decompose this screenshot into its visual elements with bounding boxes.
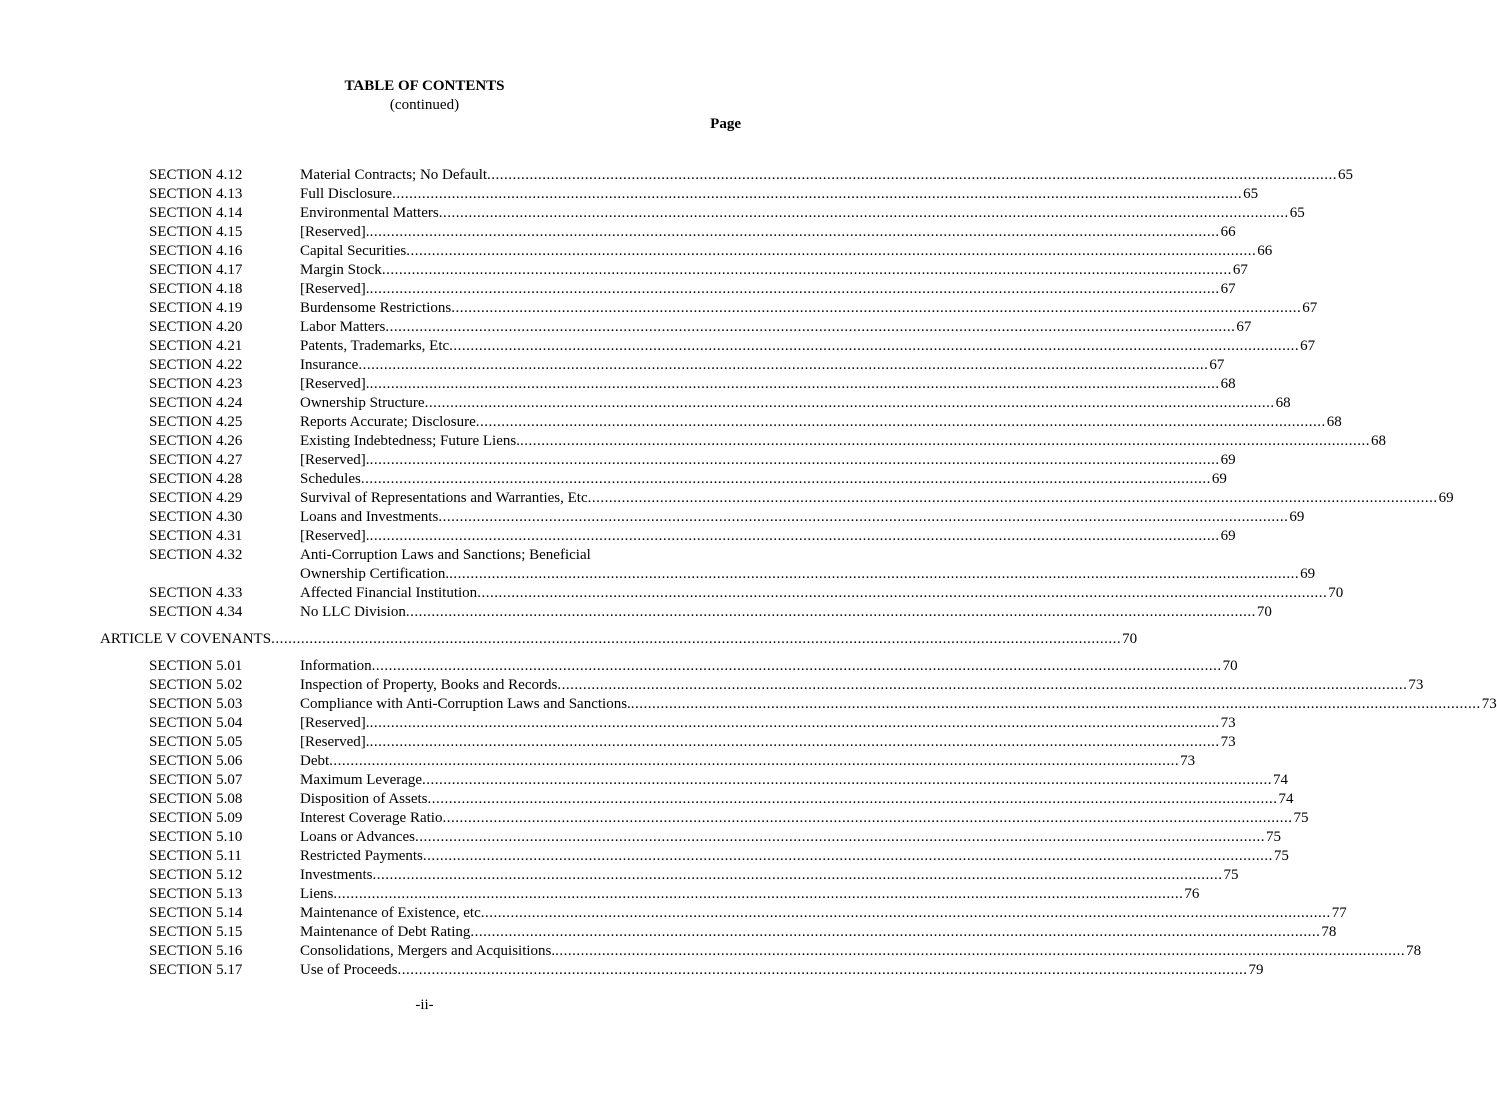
toc-section-number: SECTION 4.13 (149, 186, 243, 202)
toc-leader-line (300, 657, 1238, 676)
toc-row (0, 432, 1386, 451)
toc-dot-leader: ........................................................................................................................................................................................................ (360, 471, 1211, 487)
toc-entry-title: Schedules (300, 471, 361, 487)
toc-dot-leader: ........................................................................................................................................................................................................ (392, 186, 1243, 202)
toc-entry-page: 65 (1338, 167, 1354, 183)
toc-section-number: SECTION 4.24 (149, 395, 243, 411)
toc-row (0, 752, 1196, 771)
toc-section-number: SECTION 5.06 (149, 753, 243, 769)
toc-leader-line (300, 280, 1236, 299)
toc-leader-line (300, 828, 1281, 847)
toc-leader-line (300, 603, 1272, 622)
toc-entry-page: 67 (1302, 300, 1318, 316)
toc-dot-leader: ........................................................................................................................................................................................................ (487, 167, 1338, 183)
toc-section-number: SECTION 5.13 (149, 886, 243, 902)
toc-entry-page: 69 (1438, 490, 1454, 506)
toc-dot-leader: ........................................................................................................................................................................................................ (557, 677, 1408, 693)
toc-section-number: SECTION 5.11 (149, 848, 242, 864)
toc-entry-title: Restricted Payments (300, 848, 423, 864)
toc-section-number: SECTION 4.26 (149, 433, 243, 449)
toc-row (0, 809, 1309, 828)
toc-entry-title: [Reserved]. (300, 281, 370, 297)
toc-entry-page: 75 (1265, 829, 1281, 845)
toc-entry-title: ARTICLE V COVENANTS (100, 631, 272, 647)
toc-row (0, 942, 1422, 961)
toc-entry-page: 69 (1220, 528, 1236, 544)
toc-entry-title: Maximum Leverage (300, 772, 423, 788)
toc-entry-title: Full Disclosure (300, 186, 393, 202)
toc-entry-page: 70 (1122, 631, 1138, 647)
toc-row (0, 185, 1259, 204)
toc-leader-line (300, 771, 1289, 790)
toc-row (0, 223, 1236, 242)
toc-dot-leader: ........................................................................................................................................................................................................ (381, 262, 1232, 278)
toc-leader-line (300, 752, 1196, 771)
toc-dot-leader: ........................................................................................................................................................................................................ (385, 319, 1236, 335)
toc-row (0, 413, 1342, 432)
toc-section-number: SECTION 5.16 (149, 943, 243, 959)
toc-section-number: SECTION 4.25 (149, 414, 243, 430)
toc-leader-line (300, 185, 1259, 204)
toc-leader-line (300, 261, 1248, 280)
toc-entry-title: [Reserved]. (300, 376, 370, 392)
toc-row (0, 790, 1294, 809)
toc-section-number: SECTION 5.03 (149, 696, 243, 712)
toc-dot-leader: ........................................................................................................................................................................................................ (477, 585, 1328, 601)
toc-entry-page: 65 (1243, 186, 1259, 202)
toc-section-number: SECTION 5.14 (149, 905, 243, 921)
toc-row (0, 603, 1272, 622)
toc-section-number: SECTION 4.19 (149, 300, 243, 316)
toc-entry-title: Insurance (300, 357, 359, 373)
toc-dot-leader: ........................................................................................................................................................................................................ (406, 243, 1257, 259)
toc-section-number: SECTION 5.15 (149, 924, 243, 940)
toc-entry-page: 69 (1220, 452, 1236, 468)
toc-entry-title: Capital Securities (300, 243, 407, 259)
toc-entry-page: 78 (1406, 943, 1422, 959)
toc-dot-leader: ........................................................................................................................................................................................................ (424, 395, 1275, 411)
toc-entry-title: Loans or Advances (300, 829, 415, 845)
toc-article-row (0, 630, 1138, 649)
toc-section-number: SECTION 4.16 (149, 243, 243, 259)
toc-leader-line (300, 733, 1236, 752)
toc-entry-title: Inspection of Property, Books and Records (300, 677, 558, 693)
toc-section-number: SECTION 5.12 (149, 867, 243, 883)
toc-entry-page: 74 (1273, 772, 1289, 788)
toc-entry-title: Disposition of Assets (300, 791, 428, 807)
toc-section-number: SECTION 5.09 (149, 810, 243, 826)
toc-dot-leader: ........................................................................................................................................................................................................ (480, 905, 1331, 921)
toc-leader-line (300, 337, 1316, 356)
toc-entry-page: 67 (1209, 357, 1225, 373)
toc-row-continued (0, 565, 1316, 584)
toc-entry-title: Labor Matters (300, 319, 386, 335)
toc-leader-line (300, 318, 1252, 337)
toc-section-number: SECTION 5.17 (149, 962, 243, 978)
toc-dot-leader: ........................................................................................................................................................................................................ (449, 338, 1300, 354)
toc-dot-leader: ........................................................................................................................................................................................................ (271, 631, 1122, 647)
toc-entry-page: 68 (1220, 376, 1236, 392)
toc-leader-line (100, 630, 1138, 649)
toc-row (0, 866, 1239, 885)
toc-entry-title: Survival of Representations and Warranties, Etc (300, 490, 588, 506)
toc-leader-line (300, 847, 1289, 866)
toc-entry-title: Affected Financial Institution (300, 585, 478, 601)
toc-section-number: SECTION 4.21 (149, 338, 243, 354)
toc-leader-line (300, 413, 1342, 432)
toc-entry-title: [Reserved]. (300, 715, 370, 731)
toc-dot-leader: ........................................................................................................................................................................................................ (369, 734, 1220, 750)
toc-entry-title: Patents, Trademarks, Etc (300, 338, 450, 354)
toc-section-number: SECTION 5.10 (149, 829, 243, 845)
toc-section-number: SECTION 4.22 (149, 357, 243, 373)
toc-entry-page: 75 (1223, 867, 1239, 883)
toc-dot-leader: ........................................................................................................................................................................................................ (414, 829, 1265, 845)
toc-entry-title: Burdensome Restrictions (300, 300, 452, 316)
toc-entry-title: Information (300, 658, 372, 674)
toc-section-number: SECTION 5.02 (149, 677, 243, 693)
toc-section-number: SECTION 5.01 (149, 658, 243, 674)
toc-leader-line (300, 508, 1305, 527)
toc-row (0, 318, 1252, 337)
toc-leader-line (300, 451, 1236, 470)
toc-leader-line (300, 790, 1294, 809)
toc-leader-line (300, 923, 1337, 942)
toc-dot-leader: ........................................................................................................................................................................................................ (475, 414, 1326, 430)
toc-section-number: SECTION 5.07 (149, 772, 243, 788)
toc-row (0, 828, 1281, 847)
toc-leader-line (300, 904, 1347, 923)
toc-entry-page: 75 (1293, 810, 1309, 826)
toc-dot-leader: ........................................................................................................................................................................................................ (369, 452, 1220, 468)
toc-section-number: SECTION 4.15 (149, 224, 243, 240)
toc-entry-title: [Reserved]. (300, 734, 370, 750)
toc-entry-title: Interest Coverage Ratio (300, 810, 443, 826)
toc-dot-leader: ........................................................................................................................................................................................................ (372, 867, 1223, 883)
toc-section-number: SECTION 4.29 (149, 490, 243, 506)
toc-row (0, 546, 849, 565)
toc-dot-leader: ........................................................................................................................................................................................................ (555, 943, 1406, 959)
toc-dot-leader: ........................................................................................................................................................................................................ (397, 962, 1248, 978)
toc-dot-leader: ........................................................................................................................................................................................................ (369, 528, 1220, 544)
toc-row (0, 375, 1236, 394)
toc-entry-title: Maintenance of Debt Rating (300, 924, 471, 940)
toc-leader-line (300, 527, 1236, 546)
toc-entry-page: 76 (1184, 886, 1200, 902)
toc-row (0, 885, 1200, 904)
toc-dot-leader: ........................................................................................................................................................................................................ (519, 433, 1370, 449)
toc-row (0, 337, 1316, 356)
toc-entry-page: 69 (1300, 566, 1316, 582)
toc-row (0, 489, 1454, 508)
toc-entry-title: Maintenance of Existence, etc (300, 905, 481, 921)
toc-entry-title: Ownership Structure (300, 395, 425, 411)
toc-leader-line (300, 961, 1264, 980)
toc-section-number: SECTION 4.23 (149, 376, 243, 392)
toc-entry-page: 77 (1331, 905, 1347, 921)
toc-leader-line (300, 489, 1454, 508)
toc-entry-page: 73 (1481, 696, 1497, 712)
toc-dot-leader: ........................................................................................................................................................................................................ (333, 886, 1184, 902)
toc-entry-title: Ownership Certification. (300, 566, 450, 582)
toc-leader-line (300, 470, 1227, 489)
toc-leader-line (300, 204, 1305, 223)
toc-dot-leader: ........................................................................................................................................................................................................ (587, 490, 1438, 506)
toc-entry-page: 68 (1370, 433, 1386, 449)
toc-entry-page: 67 (1220, 281, 1236, 297)
toc-entry-page: 70 (1222, 658, 1238, 674)
toc-dot-leader: ........................................................................................................................................................................................................ (438, 509, 1289, 525)
toc-dot-leader: ........................................................................................................................................................................................................ (369, 376, 1220, 392)
toc-entry-page: 73 (1220, 734, 1236, 750)
toc-entry-title: Material Contracts; No Default (300, 167, 488, 183)
toc-entry-page: 70 (1328, 585, 1344, 601)
toc-dot-leader: ........................................................................................................................................................................................................ (329, 753, 1180, 769)
toc-entry-title: Loans and Investments (300, 509, 439, 525)
toc-entry-title: No LLC Division (300, 604, 406, 620)
toc-section-number: SECTION 5.05 (149, 734, 243, 750)
toc-dot-leader: ........................................................................................................................................................................................................ (369, 715, 1220, 731)
toc-leader-line (300, 356, 1225, 375)
toc-row (0, 451, 1236, 470)
toc-entry-page: 66 (1257, 243, 1273, 259)
toc-leader-line (300, 432, 1386, 451)
toc-row (0, 356, 1225, 375)
toc-section-number: SECTION 4.14 (149, 205, 243, 221)
toc-row (0, 166, 1354, 185)
toc-row (0, 961, 1264, 980)
toc-row (0, 508, 1305, 527)
toc-row (0, 695, 1497, 714)
toc-entry-page: 67 (1300, 338, 1316, 354)
toc-row (0, 204, 1305, 223)
toc-dot-leader: ........................................................................................................................................................................................................ (422, 772, 1273, 788)
toc-dot-leader: ........................................................................................................................................................................................................ (422, 848, 1273, 864)
toc-entry-page: 66 (1220, 224, 1236, 240)
toc-row (0, 847, 1289, 866)
toc-entry-page: 74 (1278, 791, 1294, 807)
toc-dot-leader: ........................................................................................................................................................................................................ (358, 357, 1209, 373)
toc-section-number: SECTION 4.32 (149, 547, 243, 563)
toc-dot-leader: ........................................................................................................................................................................................................ (405, 604, 1256, 620)
toc-section-number: SECTION 4.12 (149, 167, 243, 183)
toc-row (0, 714, 1236, 733)
toc-row (0, 280, 1236, 299)
toc-leader-line (300, 375, 1236, 394)
toc-leader-line (300, 942, 1422, 961)
toc-row (0, 771, 1289, 790)
toc-section-number: SECTION 4.33 (149, 585, 243, 601)
toc-entry-page: 68 (1275, 395, 1291, 411)
toc-entry-page: 69 (1289, 509, 1305, 525)
toc-entry-title: Existing Indebtedness; Future Liens. (300, 433, 520, 449)
toc-dot-leader: ........................................................................................................................................................................................................ (451, 300, 1302, 316)
toc-entry-page: 73 (1220, 715, 1236, 731)
toc-leader-line (300, 166, 1354, 185)
toc-leader-line (300, 714, 1236, 733)
toc-dot-leader: ........................................................................................................................................................................................................ (371, 658, 1222, 674)
toc-row (0, 261, 1248, 280)
toc-section-number: SECTION 4.18 (149, 281, 243, 297)
toc-entry-page: 79 (1248, 962, 1264, 978)
page-footer-number: -ii- (415, 997, 434, 1013)
toc-section-number: SECTION 4.27 (149, 452, 243, 468)
toc-section-number: SECTION 4.17 (149, 262, 243, 278)
page-subtitle: (continued) (389, 97, 460, 113)
toc-entry-page: 70 (1256, 604, 1272, 620)
toc-entry-page: 69 (1211, 471, 1227, 487)
toc-entry-title: Consolidations, Mergers and Acquisitions. (300, 943, 556, 959)
toc-entry-page: 68 (1326, 414, 1342, 430)
toc-dot-leader: ........................................................................................................................................................................................................ (369, 224, 1220, 240)
toc-row (0, 923, 1337, 942)
toc-section-number: SECTION 4.31 (149, 528, 243, 544)
toc-entries (0, 166, 1497, 980)
toc-entry-page: 75 (1273, 848, 1289, 864)
toc-entry-title: Debt (300, 753, 330, 769)
toc-dot-leader: ........................................................................................................................................................................................................ (630, 696, 1481, 712)
toc-leader-line (300, 223, 1236, 242)
page-title: TABLE OF CONTENTS (344, 78, 505, 94)
page-column-label: Page (710, 116, 741, 132)
toc-leader-line (300, 394, 1291, 413)
toc-row (0, 394, 1291, 413)
toc-leader-line (300, 299, 1318, 318)
toc-dot-leader: ........................................................................................................................................................................................................ (449, 566, 1300, 582)
toc-leader-line (300, 565, 1316, 584)
toc-row (0, 676, 1424, 695)
toc-row (0, 470, 1227, 489)
toc-section-number: SECTION 4.20 (149, 319, 243, 335)
toc-dot-leader: ........................................................................................................................................................................................................ (369, 281, 1220, 297)
toc-entry-title: Investments (300, 867, 373, 883)
toc-entry-title: Compliance with Anti-Corruption Laws and Sanctions. (300, 696, 631, 712)
toc-entry-title: [Reserved]. (300, 224, 370, 240)
toc-row (0, 527, 1236, 546)
toc-row (0, 242, 1273, 261)
toc-dot-leader: ........................................................................................................................................................................................................ (438, 205, 1289, 221)
toc-leader-line (300, 584, 1344, 603)
toc-section-number: SECTION 5.08 (149, 791, 243, 807)
toc-entry-title: Anti-Corruption Laws and Sanctions; Beneficial (300, 547, 591, 563)
toc-entry-title: Margin Stock (300, 262, 382, 278)
toc-section-number: SECTION 5.04 (149, 715, 243, 731)
toc-entry-title: [Reserved]. (300, 452, 370, 468)
toc-row (0, 904, 1347, 923)
toc-section-number: SECTION 4.28 (149, 471, 243, 487)
toc-entry-page: 73 (1408, 677, 1424, 693)
toc-dot-leader: ........................................................................................................................................................................................................ (442, 810, 1293, 826)
toc-entry-page: 65 (1289, 205, 1305, 221)
toc-row (0, 299, 1318, 318)
toc-leader-line (300, 242, 1273, 261)
toc-section-number: SECTION 4.34 (149, 604, 243, 620)
toc-entry-title: Environmental Matters (300, 205, 439, 221)
toc-row (0, 733, 1236, 752)
toc-entry-page: 67 (1236, 319, 1252, 335)
toc-entry-title: Liens (300, 886, 334, 902)
toc-leader-line (300, 695, 1497, 714)
toc-leader-line (300, 676, 1424, 695)
toc-leader-line (300, 809, 1309, 828)
toc-entry-title: Use of Proceeds (300, 962, 398, 978)
toc-entry-page: 73 (1180, 753, 1196, 769)
toc-row (0, 657, 1238, 676)
toc-leader-line (300, 866, 1239, 885)
toc-entry-page: 78 (1321, 924, 1337, 940)
toc-dot-leader: ........................................................................................................................................................................................................ (427, 791, 1278, 807)
toc-dot-leader: ........................................................................................................................................................................................................ (470, 924, 1321, 940)
toc-row (0, 584, 1344, 603)
toc-entry-page: 67 (1232, 262, 1248, 278)
toc-entry-title: Reports Accurate; Disclosure (300, 414, 476, 430)
toc-leader-line (300, 885, 1200, 904)
toc-section-number: SECTION 4.30 (149, 509, 243, 525)
toc-entry-title: [Reserved]. (300, 528, 370, 544)
